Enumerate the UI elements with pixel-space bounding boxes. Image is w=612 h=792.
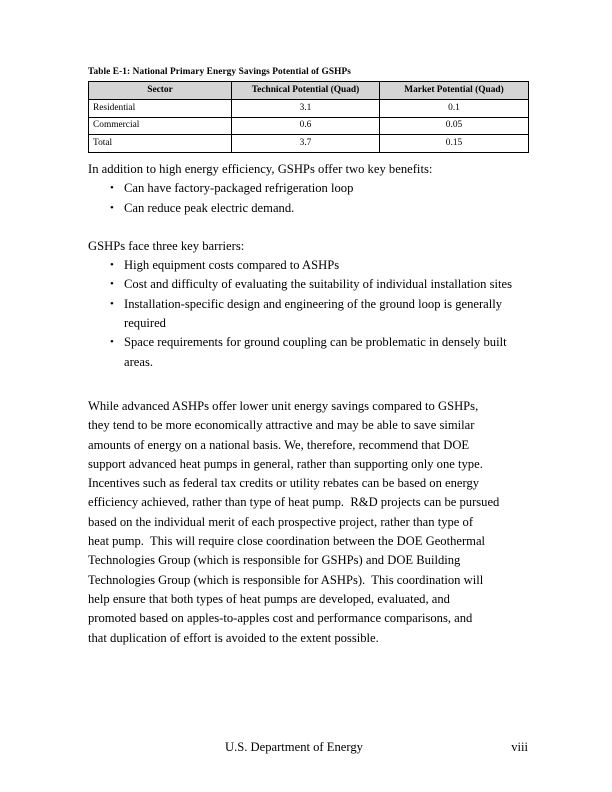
paragraph-spacer (88, 372, 514, 397)
list-item-label: Cost and difficulty of evaluating the suitability of individual installation sites (124, 277, 513, 292)
barriers-list (88, 256, 514, 372)
table-row (89, 117, 529, 135)
bullet-icon: • (110, 259, 114, 272)
cell-technical-potential: 0.6 (232, 117, 380, 135)
paragraph-line: help ensure that both types of heat pumps are developed, evaluated, and (88, 591, 450, 606)
footer-page-number: viii (511, 740, 528, 754)
bullet-icon: • (110, 336, 114, 349)
table-header-row (89, 82, 529, 100)
table-row (89, 99, 529, 117)
cell-technical-potential: 3.7 (232, 135, 380, 153)
energy-savings-table (88, 81, 529, 153)
list-item (88, 199, 514, 218)
footer-organization: U.S. Department of Energy (225, 740, 363, 754)
list-item-label: High equipment costs compared to ASHPs (124, 258, 340, 273)
list-item (88, 256, 514, 275)
list-item (88, 333, 514, 372)
cell-market-potential: 0.1 (380, 99, 529, 117)
bullet-icon: • (110, 278, 114, 291)
paragraph-line: Technologies Group (which is responsible for ASHPs). This coordination will (88, 572, 484, 587)
list-item-label: Space requirements for ground coupling can be problematic in densely built areas. (124, 335, 507, 369)
cell-sector: Total (89, 135, 232, 153)
paragraph-line: that duplication of effort is avoided to the extent possible. (88, 630, 379, 645)
paragraph-line: Technologies Group (which is responsible for GSHPs) and DOE Building (88, 553, 461, 568)
paragraph-line: efficiency achieved, rather than type of heat pump. R&D projects can be pursued (88, 495, 500, 510)
bullet-icon: • (110, 201, 114, 214)
table-caption: Table E-1: National Primary Energy Savings Potential of GSHPs (88, 67, 351, 77)
barriers-intro: GSHPs face three key barriers: (88, 238, 245, 253)
cell-technical-potential: 3.1 (232, 99, 380, 117)
benefits-list (88, 179, 514, 218)
table-row (89, 135, 529, 153)
list-item-label: Can reduce peak electric demand. (124, 200, 295, 215)
paragraph-line: based on the individual merit of each prospective project, rather than type of (88, 514, 474, 529)
closing-paragraph (88, 397, 514, 648)
paragraph-spacer (88, 218, 514, 237)
cell-sector: Commercial (89, 117, 232, 135)
list-item-label: Can have factory-packaged refrigeration loop (124, 181, 354, 196)
bullet-icon: • (110, 297, 114, 310)
paragraph-line: While advanced ASHPs offer lower unit energy savings compared to GSHPs, (88, 398, 479, 413)
column-header-market-potential: Market Potential (Quad) (380, 82, 529, 100)
benefits-intro: In addition to high energy efficiency, GSHPs offer two key benefits: (88, 162, 433, 176)
list-item (88, 179, 514, 198)
cell-sector: Residential (89, 99, 232, 117)
paragraph-line: they tend to be more economically attractive and may be able to save similar (88, 418, 475, 433)
column-header-sector: Sector (89, 82, 232, 100)
page-footer (88, 738, 528, 758)
body-content (88, 160, 514, 648)
bullet-icon: • (110, 182, 114, 195)
list-item-label: Installation-specific design and engineering of the ground loop is generally required (124, 296, 503, 331)
paragraph-line: promoted based on apples-to-apples cost and performance comparisons, and (88, 611, 473, 626)
table-block (88, 66, 528, 153)
cell-market-potential: 0.05 (380, 117, 529, 135)
paragraph-line: amounts of energy on a national basis. We, therefore, recommend that DOE (88, 437, 470, 452)
paragraph-line: support advanced heat pumps in general, rather than supporting only one type. (88, 456, 483, 471)
column-header-technical-potential: Technical Potential (Quad) (232, 82, 380, 100)
paragraph-line: Incentives such as federal tax credits or utility rebates can be based on energy (88, 476, 480, 491)
list-item (88, 295, 514, 334)
cell-market-potential: 0.15 (380, 135, 529, 153)
list-item (88, 275, 514, 294)
paragraph-line: heat pump. This will require close coordination between the DOE Geothermal (88, 534, 486, 549)
